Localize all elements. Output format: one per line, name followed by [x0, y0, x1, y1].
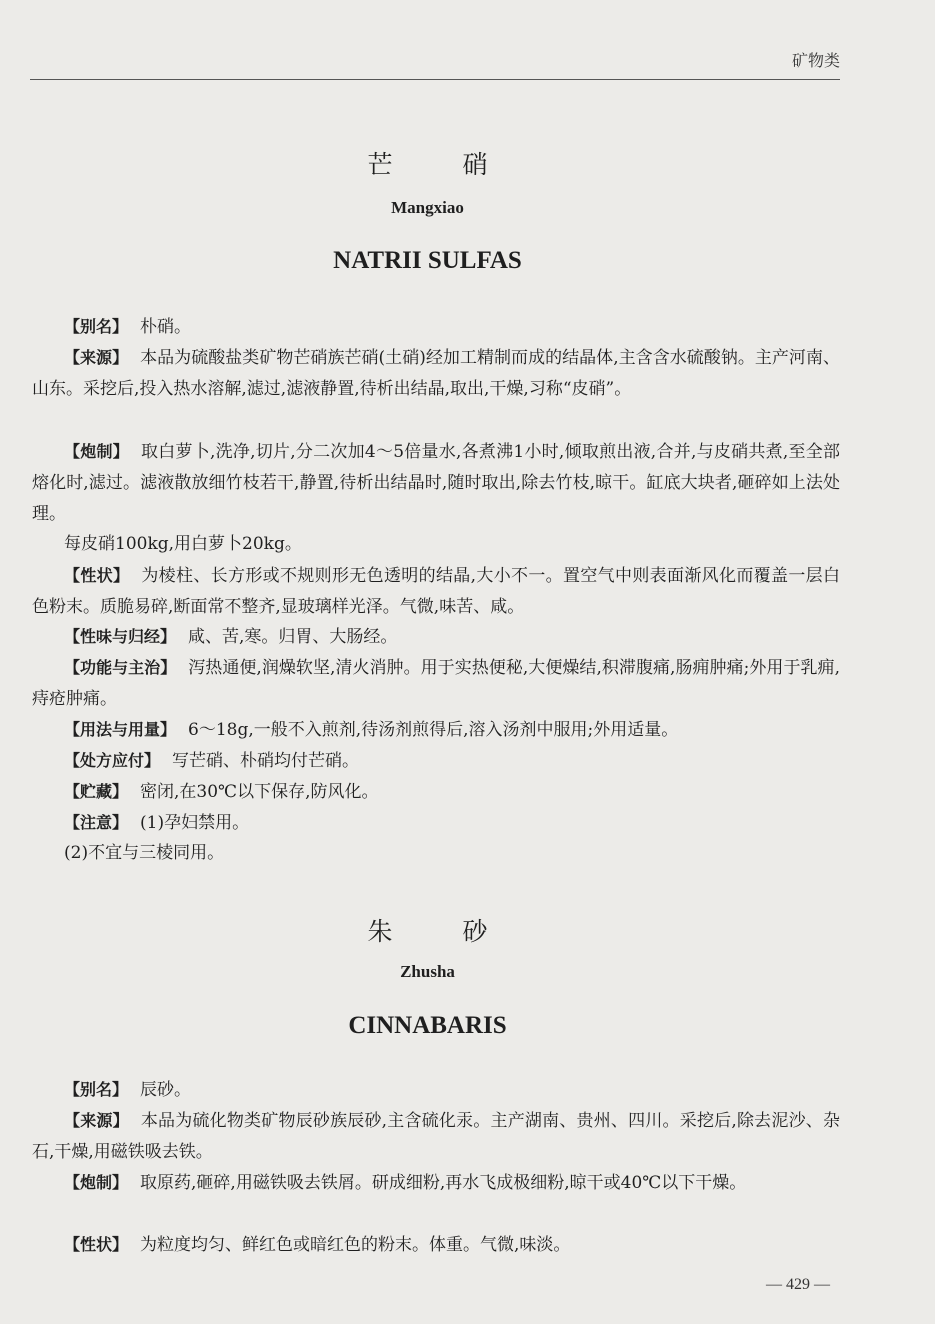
section-label: 【性状】: [64, 1235, 129, 1254]
running-header-section: 矿物类: [791, 51, 840, 70]
section-text: 本品为硫化物类矿物辰砂族辰砂,主含硫化汞。主产湖南、贵州、四川。采挖后,除去泥沙、杂石,干燥,用磁铁吸去铁。: [32, 1111, 840, 1162]
section-text: 泻热通便,润燥软坚,清火消肿。用于实热便秘,大便燥结,积滞腹痛,肠痈肿痛;外用于乳痈,痔疮肿痛。: [32, 658, 840, 709]
section-processing: [32, 1167, 840, 1199]
section-description: [32, 1229, 840, 1261]
section-label: 【功能与主治】: [64, 658, 177, 677]
section-label: 【贮藏】: [64, 782, 129, 801]
section-text: 6～18g,一般不入煎剂,待汤剂煎得后,溶入汤剂中服用;外用适量。: [188, 720, 679, 740]
section-label: 【注意】: [64, 813, 129, 832]
section-text: 辰砂。: [140, 1080, 192, 1100]
monograph-title-pinyin: Mangxiao: [391, 198, 464, 217]
section-alias: [32, 1074, 840, 1106]
section-prescription: [32, 745, 840, 777]
section-text: 密闭,在30℃以下保存,防风化。: [140, 782, 379, 802]
monograph-title-latin: CINNABARIS: [348, 1012, 507, 1039]
running-header: [30, 44, 840, 80]
section-text: 取白萝卜,洗净,切片,分二次加4～5倍量水,各煮沸1小时,倾取煎出液,合并,与皮硝共煮,至全部熔化时,滤过。滤液散放细竹枝若干,静置,待析出结晶时,随时取出,除去竹枝,晾干。缸底大块者,砸碎如上法处理。: [32, 442, 840, 524]
section-label: 【别名】: [64, 1080, 129, 1099]
section-text: (2)不宜与三棱同用。: [64, 843, 225, 863]
section-functions: [32, 652, 840, 715]
section-source: [32, 342, 840, 405]
section-alias: [32, 311, 840, 343]
section-label: 【来源】: [64, 1111, 129, 1130]
monograph-title-chinese: 朱砂: [367, 917, 558, 946]
section-label: 【别名】: [64, 317, 129, 336]
monograph-title-latin: NATRII SULFAS: [333, 247, 522, 274]
section-label: 【性状】: [64, 566, 130, 585]
section-text: 本品为硫酸盐类矿物芒硝族芒硝(土硝)经加工精制而成的结晶体,主含含水硫酸钠。主产河南、山东。采挖后,投入热水溶解,滤过,滤液静置,待析出结晶,取出,干燥,习称“皮硝”。: [32, 348, 840, 399]
section-precautions-2: [32, 838, 840, 869]
section-processing-ratio: [32, 529, 840, 560]
section-text: 为粒度均匀、鲜红色或暗红色的粉末。体重。气微,味淡。: [140, 1235, 571, 1255]
section-precautions: [32, 807, 840, 839]
section-label: 【炮制】: [64, 442, 129, 461]
section-label: 【用法与用量】: [64, 720, 177, 739]
section-source: [32, 1105, 840, 1168]
section-processing: [32, 436, 840, 530]
section-label: 【性味与归经】: [64, 627, 177, 646]
section-text: (1)孕妇禁用。: [140, 813, 250, 833]
section-label: 【炮制】: [64, 1173, 129, 1192]
section-description: [32, 560, 840, 623]
section-text: 为棱柱、长方形或不规则形无色透明的结晶,大小不一。置空气中则表面渐风化而覆盖一层白色粉末。质脆易碎,断面常不整齐,显玻璃样光泽。气微,味苦、咸。: [32, 566, 840, 617]
section-dosage: [32, 714, 840, 746]
section-text: 取原药,砸碎,用磁铁吸去铁屑。研成细粉,再水飞成极细粉,晾干或40℃以下干燥。: [140, 1173, 747, 1193]
section-label: 【来源】: [64, 348, 129, 367]
section-nature-meridian: [32, 621, 840, 653]
section-text: 每皮硝100kg,用白萝卜20kg。: [64, 534, 302, 554]
monograph-title-chinese: 芒硝: [367, 150, 558, 179]
section-text: 朴硝。: [140, 317, 192, 337]
section-storage: [32, 776, 840, 808]
section-text: 写芒硝、朴硝均付芒硝。: [172, 751, 360, 771]
section-text: 咸、苦,寒。归胃、大肠经。: [188, 627, 398, 647]
page-number: — 429 —: [766, 1276, 830, 1293]
section-label: 【处方应付】: [64, 751, 161, 770]
monograph-title-pinyin: Zhusha: [400, 962, 455, 981]
